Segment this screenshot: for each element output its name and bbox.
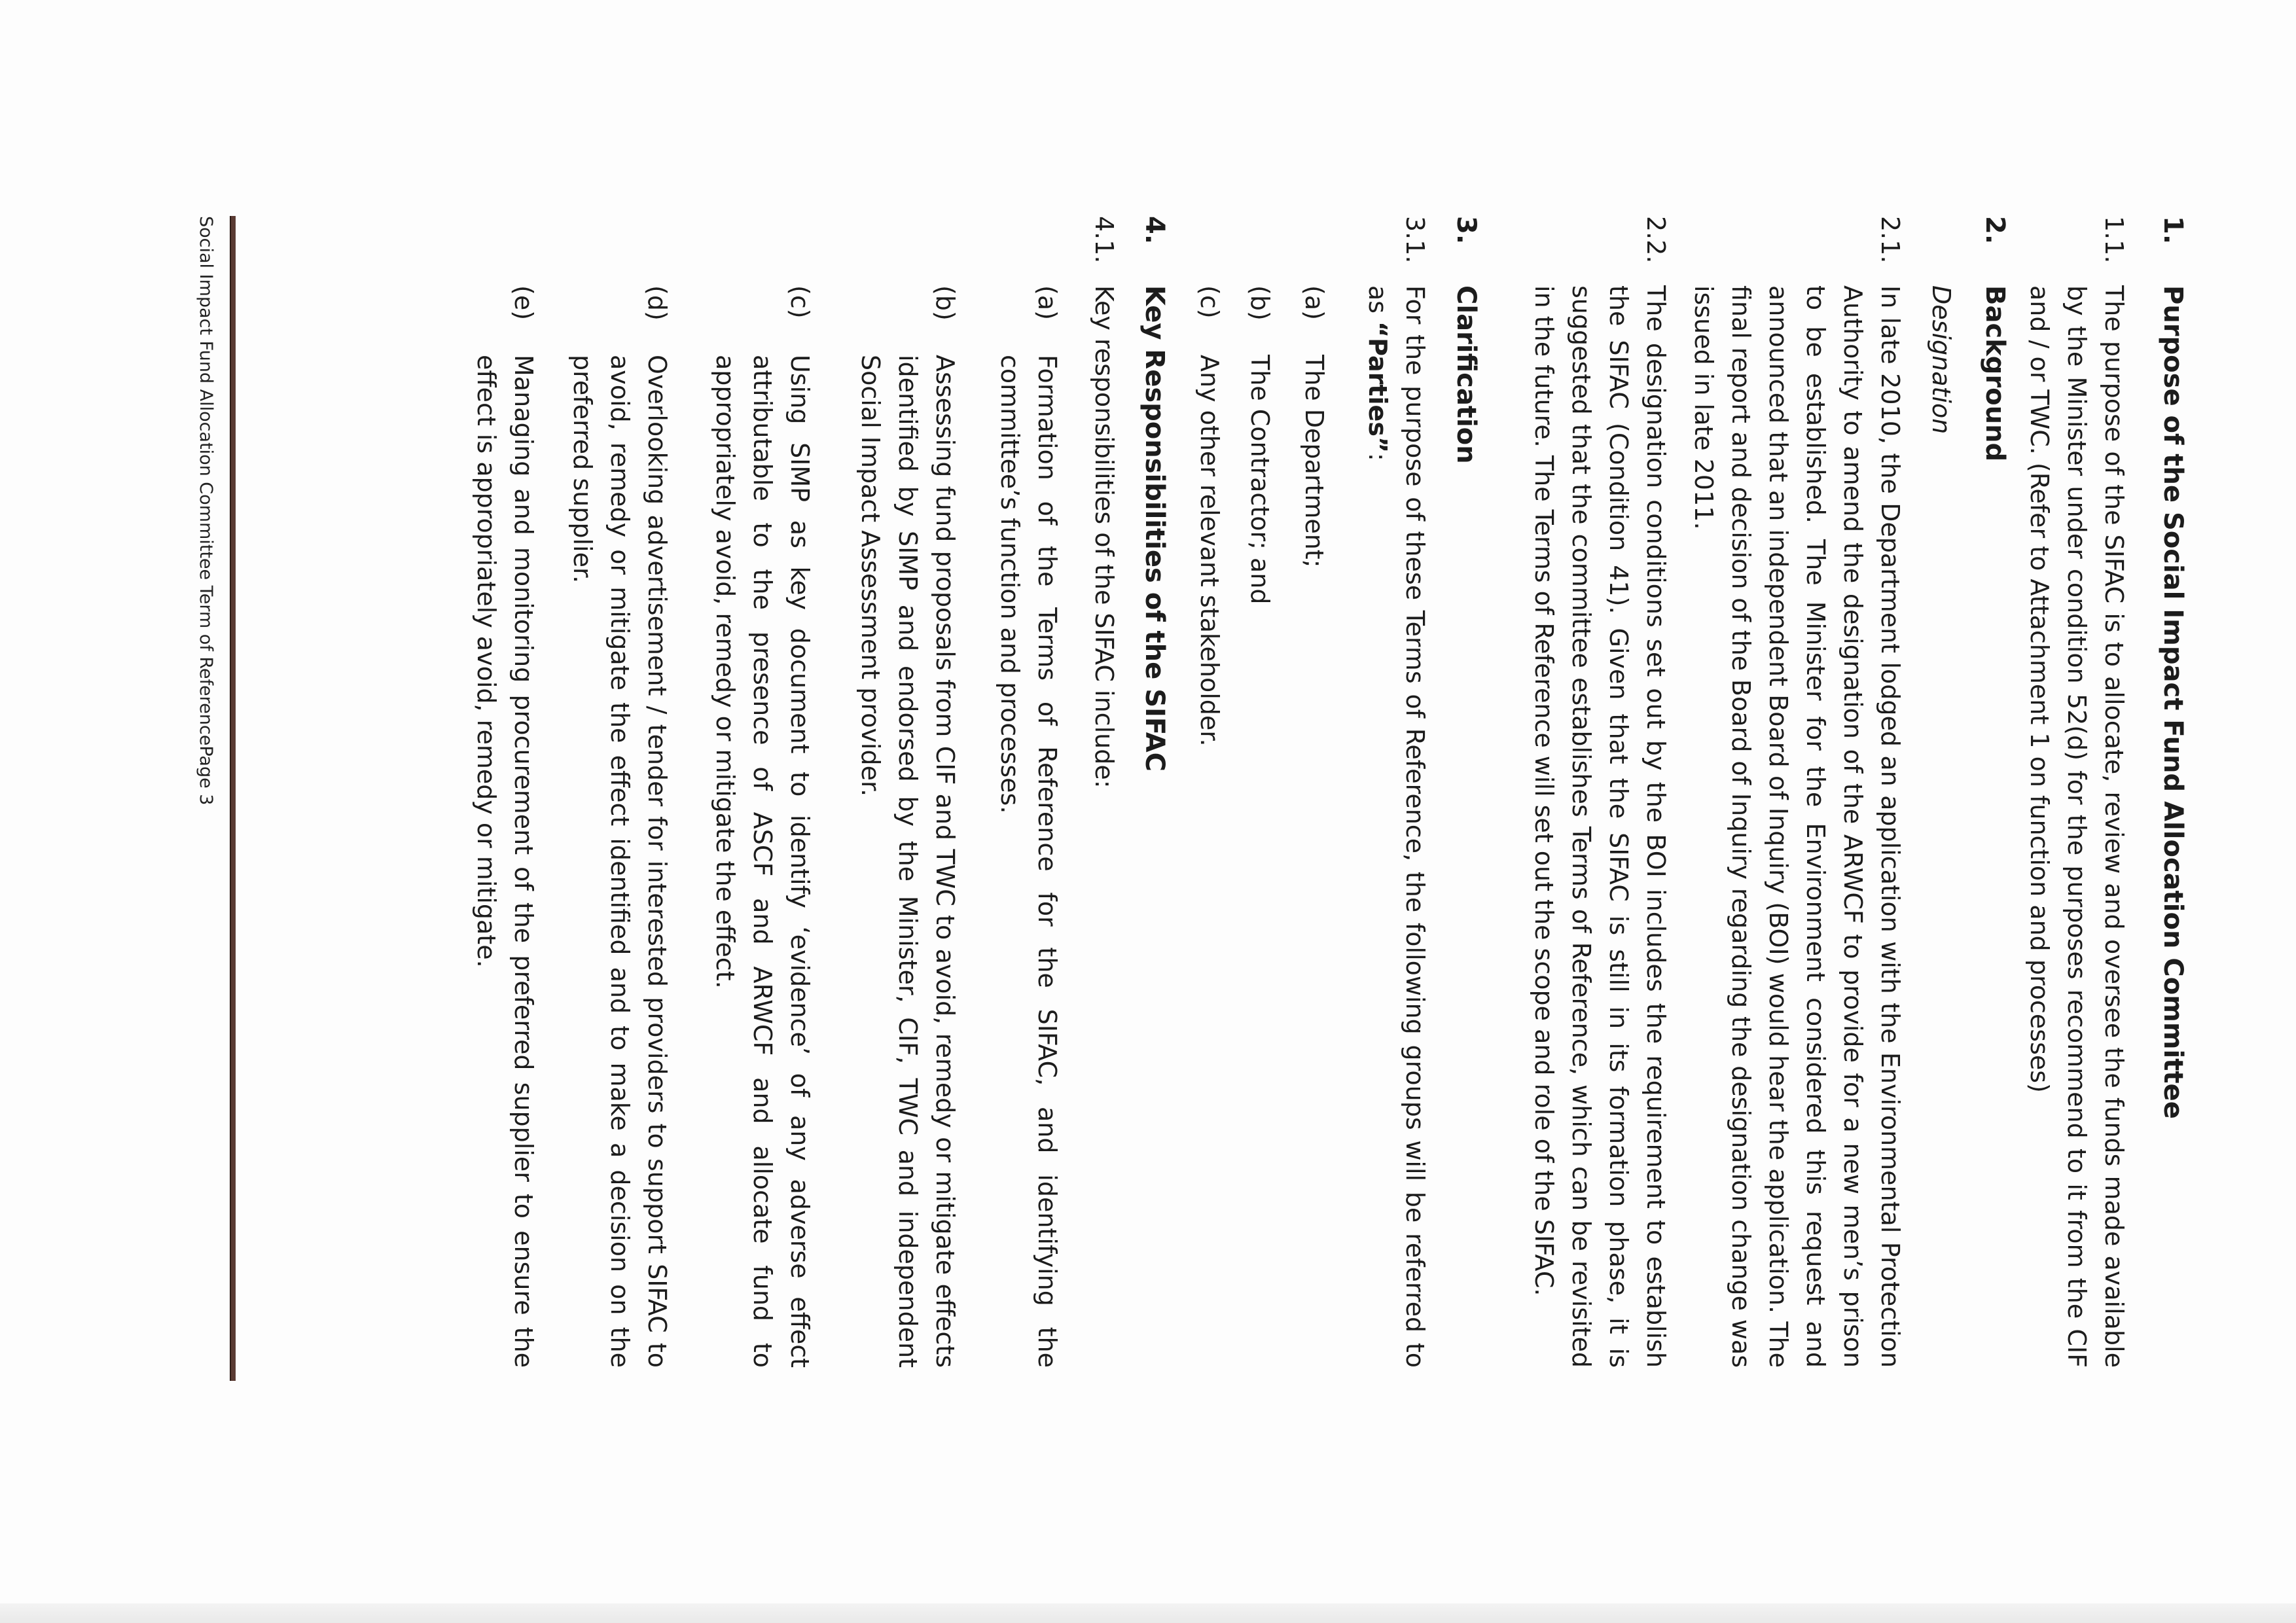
paragraph-text: The purpose of the SIFAC is to allocate, review and oversee the funds made available by the Minister under condition 52(d) for the purposes recommend to it from the CIF and / or TWC. (Refer to Attachment 1 on function and processes) [2025,285,2128,1368]
paragraph-text [1359,285,1433,1368]
list-text: Using SIMP as key document to identify ‘evidence’ of any adverse effect attributable to the presence of ASCF and ARWCF and allocate fund to appropriately avoid, remedy or mitigate the effect. [711,355,814,1368]
section-title: Background [1980,285,2010,462]
subheading-designation: Designation [1927,285,1956,435]
list-text: The Contractor; and [1246,355,1274,605]
list-text: Overlooking advertisement / tender for interested providers to support SIFAC to avoid, remedy or mitigate the effect identified and to make a decision on the preferred supplier. [568,355,672,1368]
page-footer: Social Impact Fund Allocation Committee Term of ReferencePage 3 [196,216,216,806]
paragraph-number: 3.1. [1401,216,1429,264]
list-label: (a) [1300,285,1329,320]
paragraph-text: The designation conditions set out by the BOI includes the requirement to establish the SIFAC (Condition 41). Given that the SIFAC is still in its formation phase, it is suggested that the committee establishes Terms of Reference, which can be revisited in the future. The Terms of Reference will set out the scope and role of the SIFAC. [1530,285,1670,1368]
scan-edge [0,1603,2296,1623]
list-label: (e) [509,285,538,321]
section-title: Clarification [1451,285,1481,464]
defined-term: “Parties” [1363,321,1392,453]
list-text: The Department; [1300,355,1329,568]
list-label: (b) [931,285,960,321]
section-title: Purpose of the Social Impact Fund Allocation Committee [2158,285,2188,1119]
list-text: Assessing fund proposals from CIF and TWC to avoid, remedy or mitigate effects identified by SIMP and endorsed by the Minister, CIF, TWC and independent Social Impact Assessment provider. [856,355,960,1368]
list-label: (a) [1033,285,1062,320]
list-label: (b) [1246,285,1274,321]
text-run: : [1363,452,1392,461]
section-number: 4. [1139,216,1170,245]
list-label: (d) [643,285,672,321]
paragraph-text: Key responsibilities of the SIFAC include: [1090,285,1119,789]
paragraph-text: In late 2010, the Department lodged an application with the Environmental Protection Authority to amend the designation of the ARWCF to provide for a new men’s prison to be established. The Minister for the Environment considered this request and announced that an independent Board of Inquiry (BOI) would hear the application. The final report and decision of the Board of Inquiry regarding the designation change was issued in late 2011. [1689,285,1905,1368]
section-number: 3. [1451,216,1481,245]
list-label: (c) [785,285,814,319]
paragraph-number: 4.1. [1090,216,1119,264]
list-text: Formation of the Terms of Reference for the SIFAC, and identifying the committee’s function and processes. [996,355,1062,1368]
text-run: For the purpose of these Terms of Reference, the following groups will be referred to as [1363,285,1429,1368]
list-text: Any other relevant stakeholder. [1195,355,1224,747]
list-text: Managing and monitoring procurement of the preferred supplier to ensure the effect is appropriately avoid, remedy or mitigate. [472,355,538,1368]
paragraph-number: 2.1. [1876,216,1905,264]
section-title: Key Responsibilities of the SIFAC [1139,285,1170,772]
section-number: 2. [1980,216,2010,245]
paragraph-number: 2.2. [1641,216,1670,264]
paragraph-number: 1.1. [2100,216,2128,264]
section-number: 1. [2158,216,2188,245]
footer-rule [230,216,236,1381]
list-label: (c) [1195,285,1224,319]
